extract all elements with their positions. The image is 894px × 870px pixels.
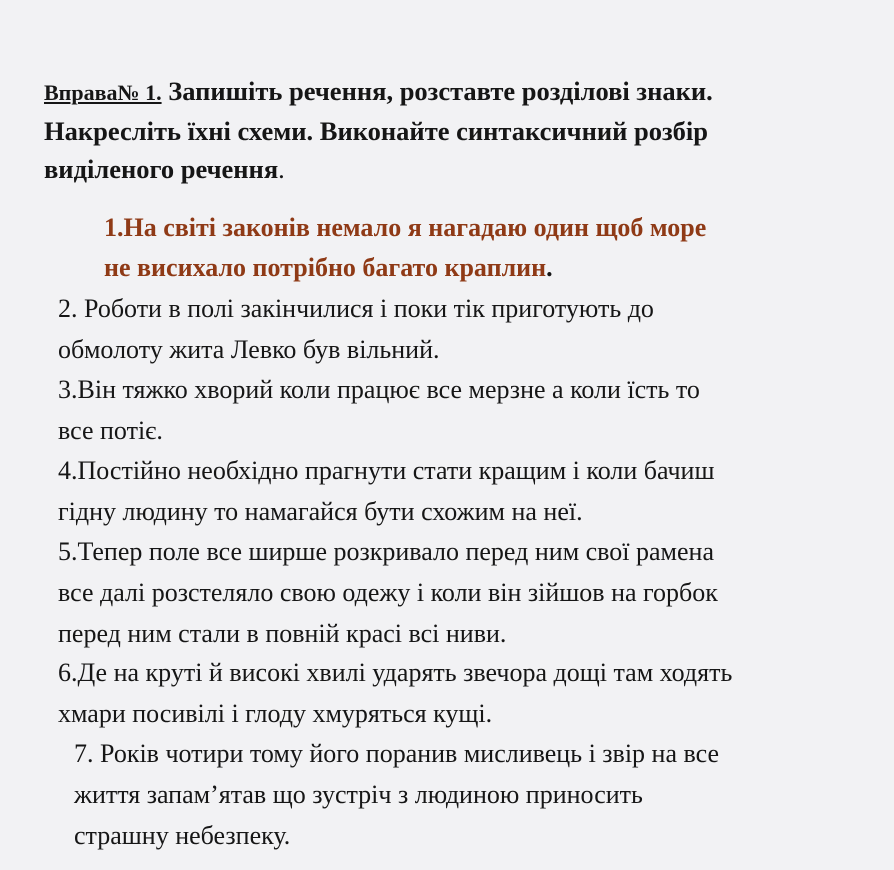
sentence-4-line-2: гідну людину то намагайся бути схожим на неї. xyxy=(58,497,583,526)
sentence-5-line-1: 5.Тепер поле все ширше розкривало перед ним свої рамена xyxy=(58,537,714,566)
sentence-2 xyxy=(58,288,878,370)
instruction-line-2: Накресліть їхні схеми. Виконайте синтаксичний розбір xyxy=(44,116,709,146)
sentence-1-period: . xyxy=(546,253,553,282)
sentence-2-line-1: 2. Роботи в полі закінчилися і поки тік приготують до xyxy=(58,294,654,323)
instruction-period: . xyxy=(278,154,285,184)
sentence-4 xyxy=(58,450,878,532)
sentence-3-line-2: все потіє. xyxy=(58,416,163,445)
sentence-3 xyxy=(58,369,878,451)
instruction-line-3 xyxy=(44,150,874,188)
sentence-1-line-2-text: не висихало потрібно багато краплин xyxy=(104,253,547,282)
instruction-text-3: виділеного речення xyxy=(44,154,279,184)
exercise-label: Вправа№ 1. xyxy=(44,80,162,105)
sentence-5 xyxy=(58,531,878,654)
exercise-instruction xyxy=(44,72,874,188)
highlighted-sentence xyxy=(104,208,864,288)
sentence-7-line-2: життя запам’ятав що зустріч з людиною приносить xyxy=(74,780,643,809)
instruction-line-1 xyxy=(44,72,874,112)
sentence-7 xyxy=(74,733,874,856)
sentence-6-line-1: 6.Де на круті й високі хвилі ударять звечора дощі там ходять xyxy=(58,658,733,687)
sentence-6 xyxy=(58,652,888,734)
instruction-text-1: Запишіть речення, розставте розділові знаки. xyxy=(161,76,713,106)
sentence-7-line-3: страшну небезпеку. xyxy=(74,821,291,850)
sentence-2-line-2: обмолоту жита Левко був вільний. xyxy=(58,335,440,364)
sentence-1-line-1: 1.На світі законів немало я нагадаю один щоб море xyxy=(104,213,707,242)
sentence-3-line-1: 3.Він тяжко хворий коли працює все мерзне а коли їсть то xyxy=(58,375,700,404)
sentence-6-line-2: хмари посивілі і глоду хмуряться кущі. xyxy=(58,699,493,728)
sentence-7-line-1: 7. Років чотири тому його поранив мисливець і звір на все xyxy=(74,739,720,768)
sentence-5-line-2: все далі розстеляло свою одежу і коли він зійшов на горбок xyxy=(58,578,718,607)
sentence-5-line-3: перед ним стали в повній красі всі ниви. xyxy=(58,619,507,648)
sentence-1-line-2 xyxy=(104,248,864,288)
sentence-4-line-1: 4.Постійно необхідно прагнути стати кращим і коли бачиш xyxy=(58,456,715,485)
